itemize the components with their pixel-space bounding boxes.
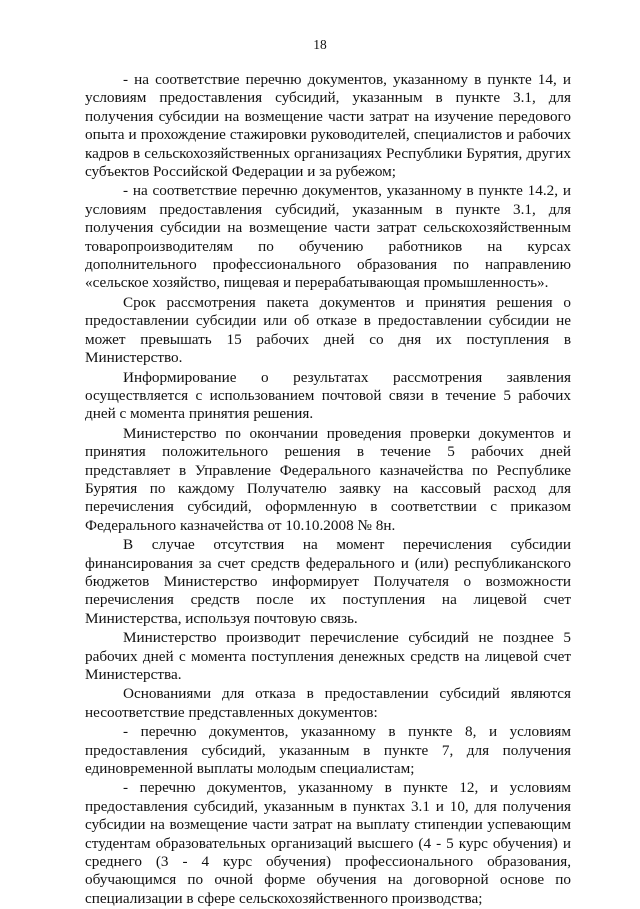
paragraph-criteria-14-2: - на соответствие перечню документов, указанному в пункте 14.2, и условиям предоставления субсидий, указанным в пункте 3.1, для получения субсидии на возмещение части затрат сельскохозяйственным товаропроизводителям по обучению работников на курсах дополнительного профессионального образования по направлению «сельское хозяйство, пищевая и перерабатывающая промышленность». — [85, 182, 571, 292]
document-body — [85, 71, 571, 909]
paragraph-criteria-14: - на соответствие перечню документов, указанному в пункте 14, и условиям предоставления субсидий, указанным в пункте 3.1, для получения субсидии на возмещение части затрат на изучение передового опыта и прохождение стажировки руководителей, специалистов и рабочих кадров в сельскохозяйственных организациях Республики Бурятия, других субъектов Российской Федерации и за рубежом; — [85, 71, 571, 181]
paragraph-review-period: Срок рассмотрения пакета документов и принятия решения о предоставлении субсидии или об отказе в предоставлении субсидии не может превышать 15 рабочих дней со дня их поступления в Министерство. — [85, 293, 571, 367]
paragraph-treasury-request: Министерство по окончании проведения проверки документов и принятия положительного решения в течение 5 рабочих дней представляет в Управление Федерального казначейства по Республике Бурятия по каждому Получателю заявку на кассовый расход для перечисления субсидий, оформленную в соответствии с приказом Федерального казначейства от 10.10.2008 № 8н. — [85, 424, 571, 534]
paragraph-refusal-item-8: - перечню документов, указанному в пункте 8, и условиям предоставления субсидий, указанным в пункте 7, для получения единовременной выплаты молодым специалистам; — [85, 723, 571, 778]
paragraph-refusal-grounds: Основаниями для отказа в предоставлении субсидий являются несоответствие представленных документов: — [85, 685, 571, 721]
paragraph-funding-absence: В случае отсутствия на момент перечисления субсидии финансирования за счет средств федерального и (или) республиканского бюджетов Министерство информирует Получателя о возможности перечисления средств после их поступления на лицевой счет Министерства, используя почтовую связь. — [85, 536, 571, 627]
page-number: 18 — [313, 37, 327, 52]
paragraph-transfer-term: Министерство производит перечисление субсидий не позднее 5 рабочих дней с момента поступления денежных средств на лицевой счет Министерства. — [85, 629, 571, 683]
paragraph-notification: Информирование о результатах рассмотрения заявления осуществляется с использованием почтовой связи в течение 5 рабочих дней с момента принятия решения. — [85, 368, 571, 423]
paragraph-refusal-item-12: - перечню документов, указанному в пункте 12, и условиям предоставления субсидий, указанным в пунктах 3.1 и 10, для получения субсидии на возмещение части затрат на выплату стипендии успевающим студентам образовательных организаций высшего (4 - 5 курс обучения) и среднего (3 - 4 курс обучения) профессионального образования, обучающимся по очной форме обучения на договорной основе по специализации в сфере сельскохозяйственного производства; — [85, 779, 571, 907]
